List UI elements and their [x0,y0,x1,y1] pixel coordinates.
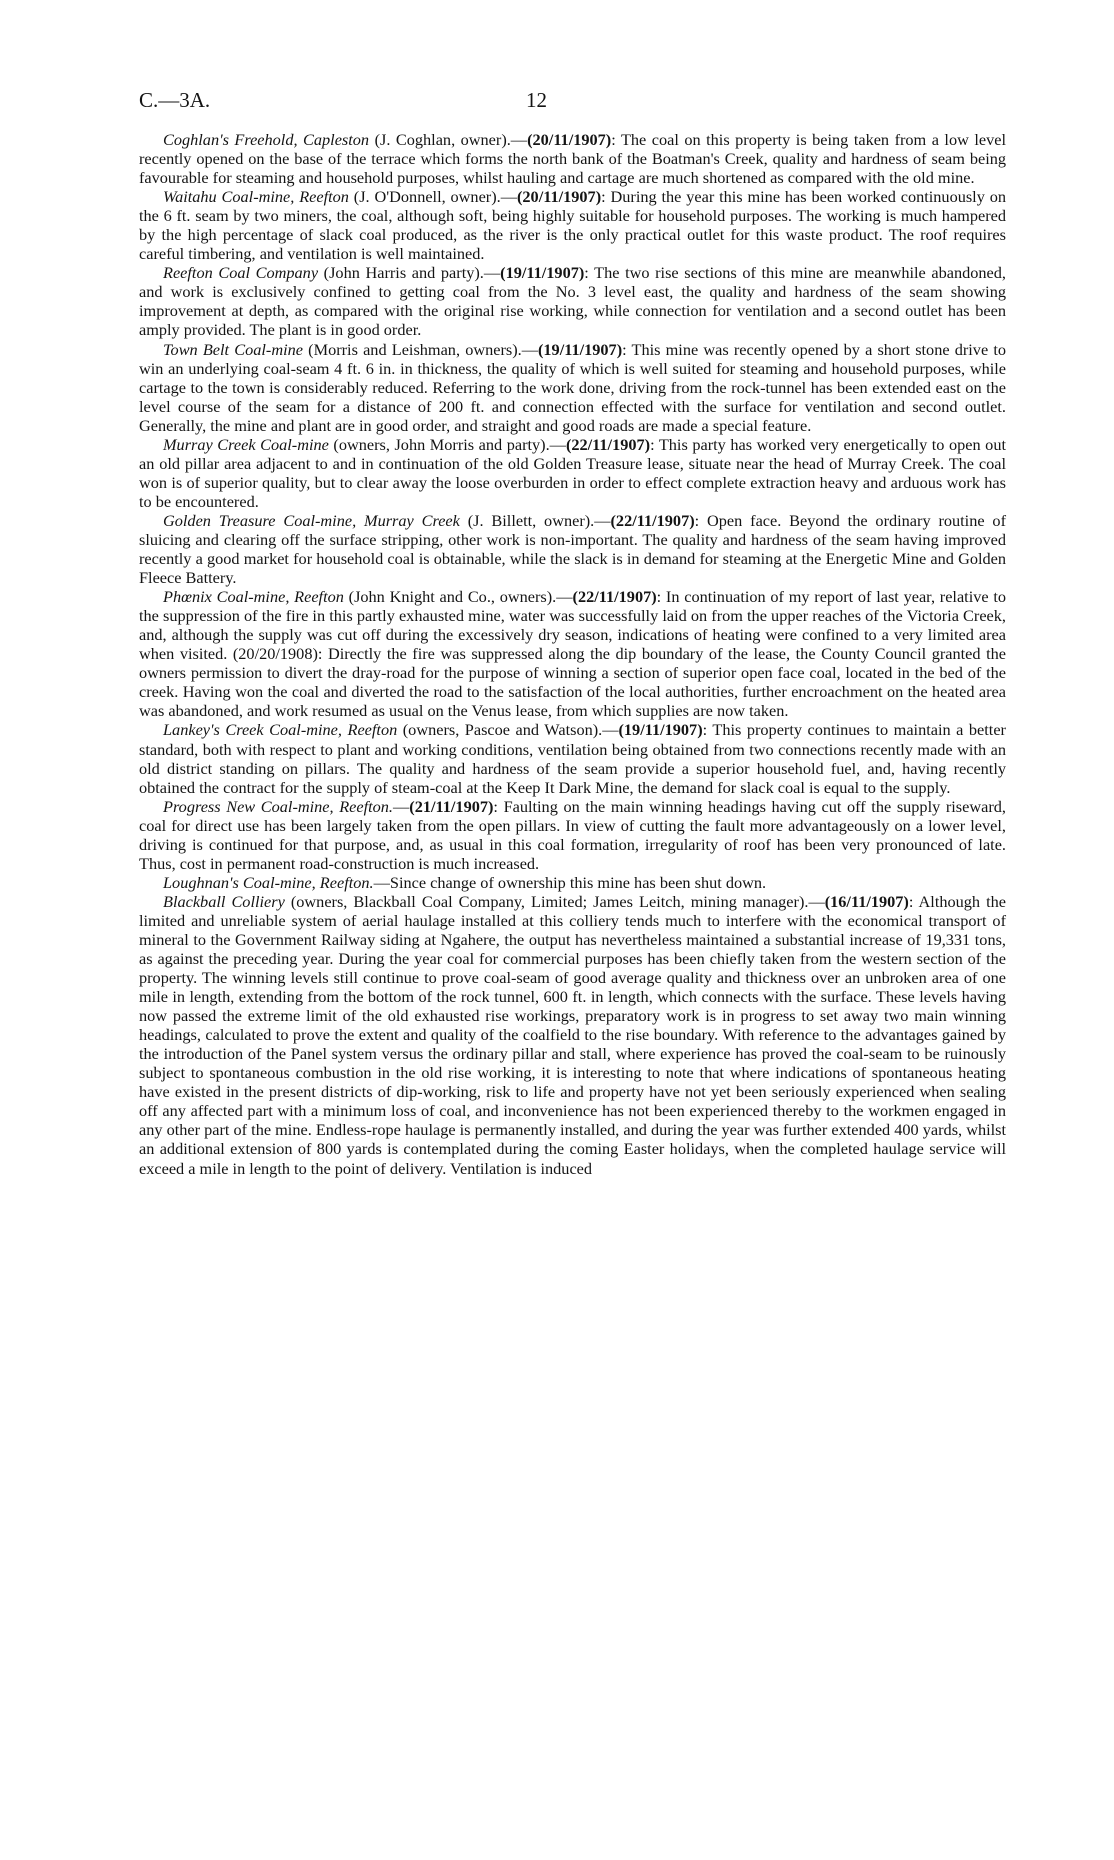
mine-report-town-belt [139,340,1006,435]
mine-report-progress-new [139,797,1006,873]
mine-report-golden-treasure [139,511,1006,587]
report-text: : The two rise sections of this mine are meanwhile abandoned, and work is exclusively confined to getting coal from the No. 3 level east, the quality and hardness of the seam showing improvement at depth, as compared with the original rise working, while connection for ventilation and a second outlet has been amply provided. The plant is in good order. [139,263,1006,340]
mine-owner: (J. O'Donnell, owner).— [348,187,517,207]
report-text: : The coal on this property is being taken from a low level recently opened on the base of the terrace which forms the north bank of the Boatman's Creek, quality and hardness of seam being favourable for steaming and household purposes, whilst hauling and cartage are much shortened as compared with the old mine. [139,130,1006,188]
mine-owner: (owners, Pascoe and Watson).— [397,720,619,740]
mine-owner: (J. Billett, owner).— [459,510,611,530]
mine-owner: (John Harris and party).— [318,263,501,283]
mine-owner: (J. Coghlan, owner).— [369,130,528,149]
mine-report-reefton-coal-company [139,263,1006,339]
mine-owner: (Morris and Leishman, owners).— [303,339,538,359]
report-text: : Although the limited and unreliable system of aerial haulage installed at this colliery tends much to interfere with the economical transport of mineral to the Government Railway siding at Ngahere, the output has nevertheless maintained a substantial increase of 19,331 tons, as against the preceding year. During the year coal for commercial purposes has been chiefly taken from the western section of the property. The winning levels still continue to prove coal-seam of good average quality and thickness over an unbroken area of one mile in length, extending from the bottom of the rock tunnel, 600 ft. in length, which connects with the surface. These levels having now passed the extreme limit of the old exhausted rise workings, preparatory work is in progress to set away two main winning headings, calculated to prove the extent and quality of the coalfield to the rise boundary. With reference to the advantages gained by the introduction of the Panel system versus the ordinary pillar and stall, where experience has proved the coal-seam to be ruinously subject to spontaneous combustion in the old rise working, it is interesting to note that where indications of spontaneous heating have existed in the present districts of dip-working, risk to life and property have not yet been seriously experienced when sealing off any affected part with a minimum loss of coal, and inconvenience has not been experienced thereby to the workmen engaged in any other part of the mine. Endless-rope haulage is permanently installed, and during the year was further extended 400 yards, whilst an additional extension of 800 yards is contemplated during the coming Easter holidays, when the completed haulage service will exceed a mile in length to the point of delivery. Ventilation is induced [139,891,1006,1178]
inspection-date: (19/11/1907) [618,720,703,740]
mine-owner: (owners, Blackball Coal Company, Limited; James Leitch, mining manager).— [284,891,825,911]
inspection-date: (22/11/1907) [610,510,695,530]
mine-report-murray-creek [139,435,1006,511]
mine-report-loughnans [139,873,1006,892]
report-text: : Faulting on the main winning headings having cut off the supply riseward, coal for direct use has been largely taken from the open pillars. In view of cutting the fault more advantageously on a lower level, driving is continued for that purpose, and, as usual in this coal formation, irregularity of roof has been very pronounced of late. Thus, cost in permanent road-construction is much increased. [139,796,1006,873]
mine-owner: — [393,796,410,816]
inspection-date: (19/11/1907) [538,339,623,359]
report-text: : During the year this mine has been worked continuously on the 6 ft. seam by two miners, the coal, although soft, being highly suitable for household purposes. The working is much hampered by the high percentage of slack coal produced, as the river is the only practical outlet for this waste product. The roof requires careful timbering, and ventilation is well maintained. [139,187,1006,264]
inspection-date: (21/11/1907) [409,796,494,816]
document-page [139,88,1006,1178]
report-text: : Open face. Beyond the ordinary routine of sluicing and clearing off the surface stripping, other work is non-important. The quality and hardness of the seam having improved recently a good market for household coal is obtainable, while the slack is in demand for steaming at the Energetic Mine and Golden Fleece Battery. [139,510,1006,588]
inspection-date: (19/11/1907) [500,263,585,283]
report-text: : This property continues to maintain a better standard, both with respect to plant and working conditions, ventilation being obtained from two connections recently made with an old district standing on pillars. The quality and hardness of the seam provide a superior household fuel, and, having recently obtained the contract for the supply of steam-coal at the Keep It Dark Mine, the demand for slack coal is equal to the supply. [139,720,1006,797]
mine-title: Murray Creek Coal-mine [163,434,329,454]
report-body [139,130,1006,1178]
mine-title: Loughnan's Coal-mine, Reefton. [163,872,374,892]
inspection-date: (20/11/1907) [517,187,602,207]
mine-owner: (John Knight and Co., owners).— [343,587,573,607]
inspection-date: (22/11/1907) [565,434,651,454]
inspection-date: (22/11/1907) [572,587,657,607]
page-header [139,88,1006,122]
document-reference: C.—3A. [139,88,211,112]
mine-report-phoenix [139,587,1006,720]
mine-title: Lankey's Creek Coal-mine, Reefton [163,720,398,740]
mine-title: Golden Treasure Coal-mine, Murray Creek [163,510,460,530]
mine-title: Blackball Colliery [163,891,285,911]
inspection-date: (20/11/1907) [527,130,612,149]
mine-title: Progress New Coal-mine, Reefton. [163,796,394,816]
report-text: : This party has worked very energetically to open out an old pillar area adjacent to and in continuation of the old Golden Treasure lease, situate near the head of Murray Creek. The coal won is of superior quality, but to clear away the loose overburden in order to effect complete extraction heavy and arduous work has to be encountered. [139,434,1006,511]
mine-title: Town Belt Coal-mine [163,339,303,359]
inspection-date: (16/11/1907) [824,891,909,911]
mine-report-waitahu [139,187,1006,263]
mine-title: Coghlan's Freehold, Capleston [163,130,370,149]
mine-title: Phœnix Coal-mine, Reefton [163,587,344,607]
report-text: —Since change of ownership this mine has been shut down. [373,872,767,892]
mine-title: Reefton Coal Company [163,263,319,283]
report-text: : In continuation of my report of last year, relative to the suppression of the fire in this partly exhausted mine, water was successfully laid on from the upper reaches of the Victoria Creek, and, although the supply was cut off during the excessively dry season, indications of heating were confined to a very limited area when visited. (20/20/1908): Directly the fire was suppressed along the dip boundary of the lease, the County Council granted the owners permission to divert the dray-road for the purpose of winning a section of superior open face coal, located in the bed of the creek. Having won the coal and diverted the road to the satisfaction of the local authorities, further encroachment on the heated area was abandoned, and work resumed as usual on the Venus lease, from which supplies are now taken. [139,587,1007,721]
mine-report-lankeys-creek [139,720,1006,796]
mine-report-coghlans-freehold [139,130,1006,187]
mine-owner: (owners, John Morris and party).— [328,434,566,454]
page-number: 12 [526,88,547,112]
mine-title: Waitahu Coal-mine, Reefton [163,187,349,207]
mine-report-blackball-colliery [139,892,1006,1178]
report-text: : This mine was recently opened by a short stone drive to win an underlying coal-seam 4 ft. 6 in. in thickness, the quality of which is well suited for steaming and household purposes, while cartage to the town is considerably reduced. Referring to the work done, driving from the rock-tunnel has been extended east on the level course of the seam for a distance of 200 ft. and connection effected with the surface for ventilation and second outlet. Generally, the mine and plant are in good order, and straight and good roads are made a special feature. [139,339,1007,435]
